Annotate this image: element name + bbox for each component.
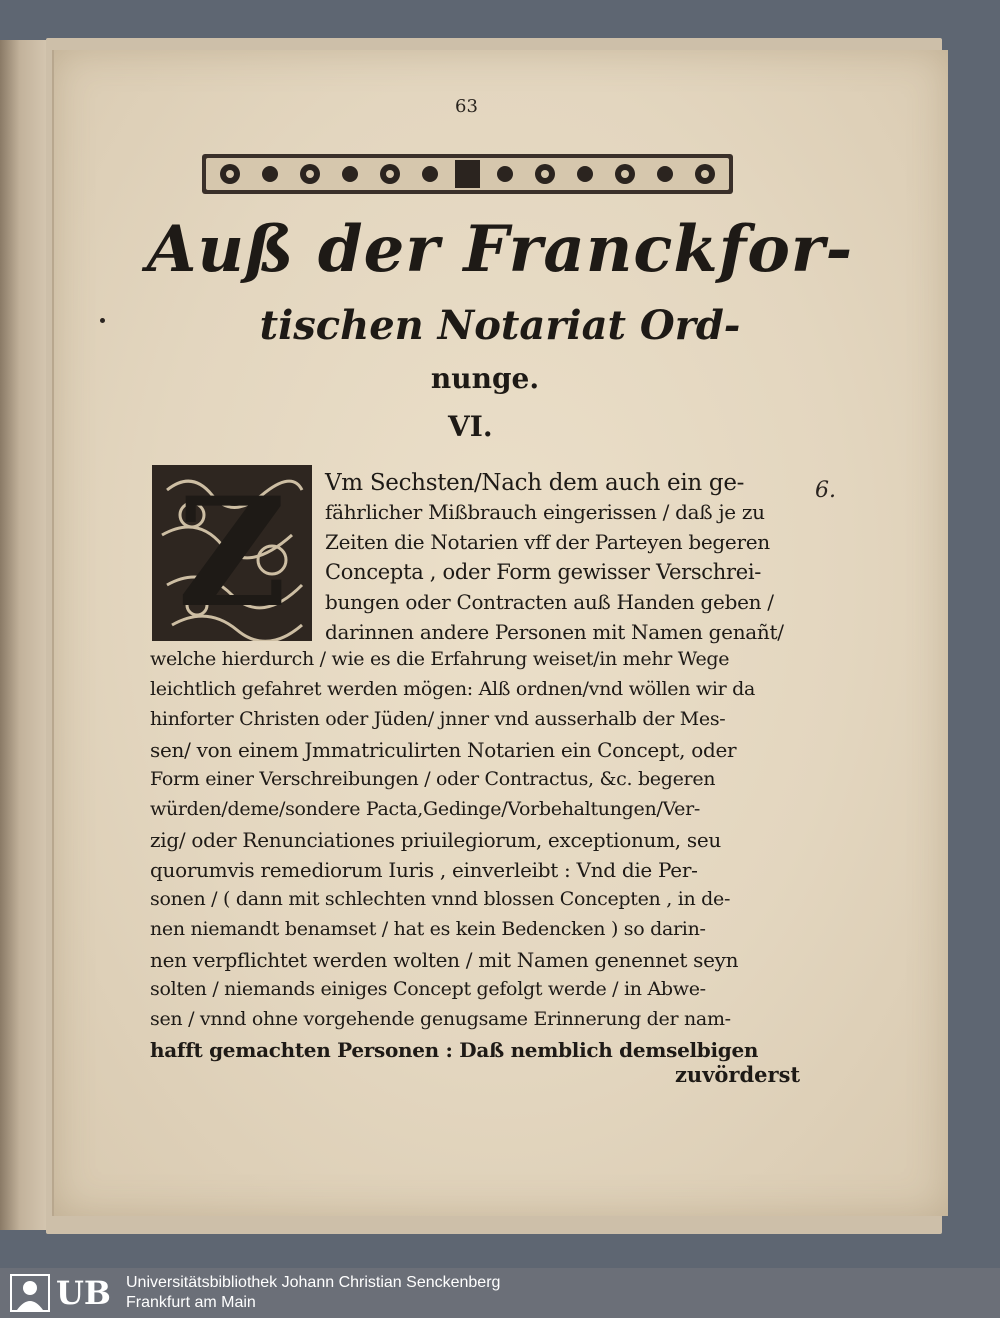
body-line: Vm Sechsten/Nach dem auch ein ge-	[325, 470, 745, 496]
body-line: leichtlich gefahret werden mögen: Alß ordnen/vnd wöllen wir da	[150, 678, 756, 700]
title-line-3: nunge.	[430, 362, 540, 395]
title-line-1: Auß der Franckfor-	[146, 212, 854, 287]
body-line: sen/ von einem Jmmatriculirten Notarien ein Concept, oder	[150, 738, 737, 762]
logo-text: UB	[56, 1274, 111, 1312]
body-line: hinforter Christen oder Jüden/ jnner vnd ausserhalb der Mes-	[150, 708, 726, 730]
body-line: hafft gemachten Personen : Daß nemblich demselbigen	[150, 1038, 759, 1062]
page-number: 63	[455, 96, 478, 117]
decorated-initial	[152, 465, 312, 641]
body-line: sen / vnnd ohne vorgehende genugsame Erinnerung der nam-	[150, 1008, 731, 1030]
body-line: nen verpflichtet werden wolten / mit Namen genennet seyn	[150, 948, 739, 972]
body-line: würden/deme/sondere Pacta,Gedinge/Vorbehaltungen/Ver-	[150, 798, 701, 820]
body-line: Concepta , oder Form gewisser Verschrei-	[325, 560, 762, 584]
library-city: Frankfurt am Main	[126, 1294, 256, 1311]
body-line: zig/ oder Renunciationes priuilegiorum, exceptionum, seu	[150, 828, 721, 852]
ornamental-band-icon	[200, 150, 735, 198]
body-line: fährlicher Mißbrauch eingerissen / daß je zu	[325, 500, 765, 524]
body-line: darinnen andere Personen mit Namen genañt/	[325, 620, 784, 644]
margin-note: 6.	[815, 478, 836, 503]
title-line-2: tischen Notariat Ord-	[259, 302, 741, 349]
catchword: zuvörderst	[675, 1062, 801, 1087]
library-name: Universitätsbibliothek Johann Christian Senckenberg	[126, 1274, 501, 1291]
body-line: bungen oder Contracten auß Handen geben /	[325, 590, 774, 614]
library-logo[interactable]	[10, 1274, 116, 1312]
initial-letter: Z	[177, 465, 287, 641]
body-line: quorumvis remediorum Iuris , einverleibt : Vnd die Per-	[150, 858, 698, 882]
portrait-icon	[10, 1274, 50, 1312]
body-line: Zeiten die Notarien vff der Parteyen begeren	[325, 530, 770, 554]
section-number: VI.	[448, 410, 493, 443]
body-line: sonen / ( dann mit schlechten vnnd blossen Concepten , in de-	[150, 888, 731, 910]
body-line: Form einer Verschreibungen / oder Contractus, &c. begeren	[150, 768, 716, 790]
body-line: welche hierdurch / wie es die Erfahrung weiset/in mehr Wege	[150, 648, 730, 670]
footer-bar	[0, 1268, 1000, 1318]
body-line: nen niemandt benamset / hat es kein Bedencken ) so darin-	[150, 918, 706, 940]
body-line: solten / niemands einiges Concept gefolgt werde / in Abwe-	[150, 978, 706, 1000]
